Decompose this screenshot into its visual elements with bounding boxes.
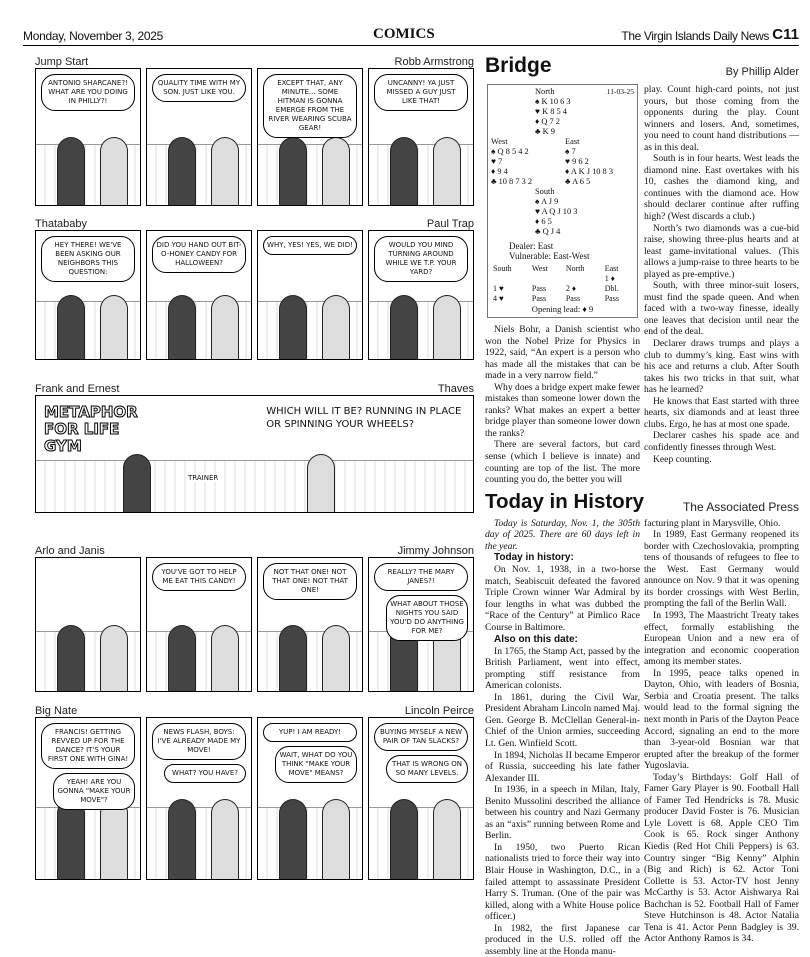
deal-date: 11-03-25 [606, 87, 634, 96]
speech-bubble: YOU'VE GOT TO HELP ME EAT THIS CANDY! [152, 563, 246, 591]
diamonds: ♦ 6 5 [535, 217, 552, 226]
hearts: ♥ 9 6 2 [565, 157, 589, 166]
comic-title: Thatababy [35, 218, 87, 230]
bid: 1 ♥ [493, 284, 504, 293]
speech-bubble: WOULD YOU MIND TURNING AROUND WHILE WE T.P. YOUR YARD? [374, 236, 468, 282]
speech-bubble: WHICH WILL IT BE? RUNNING IN PLACE OR SPINNING YOUR WHEELS? [266, 406, 462, 430]
character-figure [390, 137, 418, 205]
bid [530, 274, 564, 284]
speech-bubble: WHY, YES! YES, WE DID! [263, 236, 357, 255]
bubble-group [263, 563, 357, 600]
article-paragraph: In 1989, East Germany reopened its border with Czechoslovakia, prompting tens of thousands of refugees to flee to the West. East Germany would announce on Nov. 9 that it was opening its border crossings with West Berlin, prompting the fall of the Berlin Wall. [644, 529, 799, 610]
character-figure [123, 454, 151, 512]
article-paragraph: In 1993, The Maastricht Treaty takes effect, formally establishing the European Union and a new era of integration and economic cooperation among its member states. [644, 610, 799, 668]
south-hand [535, 187, 634, 237]
auction-header: West [531, 264, 548, 273]
character-figure [390, 799, 418, 880]
article-paragraph: He knows that East started with three hearts, six diamonds and at least three clubs. Ergo, he has at most one spade. [644, 395, 799, 430]
bubble-group [41, 74, 135, 111]
auction-header-row [491, 264, 634, 274]
speech-bubble: FRANCIS! GETTING REVVED UP FOR THE DANCE? IT'S YOUR FIRST ONE WITH GINA! [41, 723, 135, 769]
speech-bubble: WHAT ABOUT THOSE NIGHTS YOU SAID YOU'D DO ANYTHING FOR ME? [386, 595, 468, 641]
bridge-hand-diagram [487, 84, 638, 318]
comic-panel [368, 68, 474, 206]
character-figure [322, 295, 350, 359]
bridge-column-1 [485, 324, 640, 486]
character-figure [100, 625, 128, 692]
clubs: ♣ A 6 5 [565, 177, 591, 186]
character-figure [279, 799, 307, 880]
issue-date: Monday, November 3, 2025 [23, 29, 163, 43]
bridge-title: Bridge [485, 54, 552, 77]
diamonds: ♦ A K J 10 8 3 [565, 167, 614, 176]
article-paragraph: South, with three minor-suit losers, must find the spade queen. And when faced with a two-way finesse, ideally one leaves that decision until near the end of the deal. [644, 280, 799, 338]
character-figure [322, 137, 350, 205]
comic-strip [35, 395, 474, 513]
spades: ♠ Q 8 5 4 2 [491, 147, 529, 156]
comic-author: Thaves [437, 383, 474, 395]
auction-header: North [565, 264, 585, 273]
clubs: ♣ Q J 4 [535, 227, 561, 236]
auction-row [491, 294, 634, 304]
north-hand [535, 87, 571, 137]
character-figure [57, 295, 85, 359]
character-figure [211, 295, 239, 359]
history-highlight: On Nov. 1, 1938, in a two-horse match, Seabiscuit defeated the favored Triple Crown winner War Admiral by four lengths in what was dubbed the “Race of the Century” at Pimlico Race Course in Baltimore. [485, 564, 640, 634]
speech-bubble: BUYING MYSELF A NEW PAIR OF TAN SLACKS? [374, 723, 468, 751]
vulnerable: Vulnerable: East-West [509, 251, 590, 261]
article-paragraph: Why does a bridge expert make fewer mistakes than someone lower down the ranks? What makes an expert a better bridge player than someone lower down the ranks? [485, 381, 640, 439]
bid: 4 ♥ [493, 294, 504, 303]
panel-scene [36, 460, 473, 512]
history-header [485, 490, 799, 514]
comic-panel [35, 68, 141, 206]
speech-bubble: QUALITY TIME WITH MY SON. JUST LIKE YOU. [152, 74, 246, 102]
character-figure [390, 295, 418, 359]
bubble-group [374, 236, 468, 282]
dealer: Dealer: East [509, 241, 554, 251]
speech-bubble: NEWS FLASH, BOYS: I'VE ALREADY MADE MY MOVE! [152, 723, 246, 760]
speech-bubble: WAIT, WHAT DO YOU THINK "MAKE YOUR MOVE" MEANS? [275, 746, 357, 783]
right-columns [485, 54, 799, 957]
page-number: C11 [772, 26, 799, 43]
speech-bubble: WHAT? YOU HAVE? [164, 764, 246, 783]
bridge-byline: By Phillip Alder [725, 66, 799, 78]
comic-title: Jump Start [35, 56, 89, 68]
character-figure [433, 799, 461, 880]
bubble-group [152, 74, 246, 102]
diamonds: ♦ Q 7 2 [535, 117, 560, 126]
bridge-left [485, 78, 640, 486]
spades: ♠ K 10 6 3 [535, 97, 571, 106]
comic-panel [257, 557, 363, 692]
comic-panel [368, 557, 474, 692]
article-paragraph: There are several factors, but card sense (which I believe is innate) and counting are top of the list. The more counting you do, the better you will [485, 439, 640, 486]
comic-strip [35, 68, 474, 206]
comic-author: Jimmy Johnson [397, 545, 474, 557]
hand-label: East [565, 137, 580, 146]
article-paragraph: In 1950, two Puerto Rican nationalists tried to force their way into Blair House in Washington, D.C., in a failed attempt to assassinate President Harry S. Truman. (One of the pair was killed, along with a White House police officer.) [485, 841, 640, 923]
bid: Dbl. [604, 284, 619, 293]
character-figure [100, 137, 128, 205]
character-figure [433, 137, 461, 205]
character-figure [100, 799, 128, 880]
comic-panel [35, 395, 474, 513]
bubble-group [263, 401, 468, 435]
auction-table [491, 264, 634, 304]
character-figure [168, 137, 196, 205]
bid: Pass [531, 294, 547, 303]
comic-panel [368, 230, 474, 360]
east-hand [565, 137, 613, 187]
speech-bubble: UNCANNY! YA JUST MISSED A GUY JUST LIKE THAT! [374, 74, 468, 111]
spades: ♠ 7 [565, 147, 576, 156]
article-paragraph: Today’s Birthdays: Golf Hall of Famer Gary Player is 90. Football Hall of Famer Ted Hendricks is 78. Music producer David Foster is 76. Musician Lyle Lovett is 68. Apple CEO Tim Cook is 65. Rock singer Anthony Kiedis (Red Hot Chili Peppers) is 63. Country singer “Big Kenny” Alphin (Big and Rich) is 62. Actor Toni Collette is 53. Actor-TV host Jenny McCarthy is 53. Actor Aishwarya Rai Bachchan is 52. Football Hall of Famer Steve Hutchinson is 48. Actor Natalia Tena is 41. Actor Penn Badgley is 39. Actor Anthony Ramos is 34. [644, 771, 799, 945]
history-subhead-also: Also on this date: [494, 633, 578, 645]
character-figure [57, 625, 85, 692]
comic-panel [35, 230, 141, 360]
comic-panel [368, 717, 474, 880]
bubble-group [263, 723, 357, 783]
bridge-header [485, 54, 799, 78]
speech-bubble: THAT IS WRONG ON SO MANY LEVELS. [386, 755, 468, 783]
character-figure [57, 799, 85, 880]
comic-panel [146, 230, 252, 360]
bid: 1 ♦ [604, 274, 615, 283]
speech-bubble: HEY THERE! WE'VE BEEN ASKING OUR NEIGHBORS THIS QUESTION: [41, 236, 135, 282]
bid: Pass [565, 294, 581, 303]
character-figure [168, 799, 196, 880]
history-body [485, 518, 799, 957]
bridge-column-2 [644, 84, 799, 465]
bubble-group [374, 723, 468, 783]
comic-title: Frank and Ernest [35, 383, 120, 395]
bubble-group [263, 74, 357, 138]
comic-strip [35, 557, 474, 692]
page-header [23, 26, 799, 46]
hand-label: West [491, 137, 508, 146]
article-paragraph: play. Count high-card points, not just yours, but those coming from the opponents during the play. Count winners and losers. And, sometimes, you need to count hand distributions — as in this deal. [644, 84, 799, 153]
bubble-group [41, 723, 135, 810]
diamonds: ♦ 9 4 [491, 167, 508, 176]
comic-panel [35, 717, 141, 880]
character-figure [322, 625, 350, 692]
character-figure [168, 625, 196, 692]
comic-author: Paul Trap [426, 218, 474, 230]
history-column-2 [644, 518, 799, 945]
article-paragraph: In 1894, Nicholas II became Emperor of Russia, succeeding his late father Alexander III. [485, 749, 640, 784]
clubs: ♣ K 9 [535, 127, 555, 136]
character-figure [433, 295, 461, 359]
article-paragraph: Niels Bohr, a Danish scientist who won the Nobel Prize for Physics in 1922, said, “An expert is a person who has made all the mistakes that can be made in a very narrow field.” [485, 324, 640, 382]
opening-lead: Opening lead: ♦ 9 [531, 304, 594, 314]
character-figure [279, 625, 307, 692]
comic-title: Arlo and Janis [35, 545, 105, 557]
article-paragraph: South is in four hearts. West leads the diamond nine. East overtakes with his 10, cashes the diamond king, and continues with the diamond ace. How should declarer continue after ruffing high? (West discards a club.) [644, 153, 799, 223]
comic-author: Robb Armstrong [394, 56, 474, 68]
bubble-group [152, 563, 246, 591]
dealer-info [509, 241, 634, 261]
history-title: Today in History [485, 489, 645, 513]
west-east-row [491, 137, 634, 187]
character-figure [307, 454, 335, 512]
speech-bubble: YUP! I AM READY! [263, 723, 357, 742]
character-figure [211, 137, 239, 205]
bubble-group [263, 236, 357, 255]
comic-panel [257, 230, 363, 360]
history-intro: Today is Saturday, Nov. 1, the 305th day of 2025. There are 60 days left in the year. [485, 517, 640, 552]
comic-author: Lincoln Peirce [404, 705, 474, 717]
bubble-group [374, 563, 468, 641]
history-column-1 [485, 518, 640, 957]
article-paragraph: In 1982, the first Japanese car produced in the U.S. rolled off the assembly line at the Honda manu- [485, 922, 640, 957]
article-paragraph: Keep counting. [653, 453, 712, 465]
bid: Pass [531, 284, 547, 293]
speech-bubble: EXCEPT THAT, ANY MINUTE... SOME HITMAN IS GONNA EMERGE FROM THE RIVER WEARING SCUBA GEAR! [263, 74, 357, 138]
bridge-body [485, 78, 799, 486]
bid: 2 ♦ [565, 284, 576, 293]
hearts: ♥ K 8 5 4 [535, 107, 567, 116]
auction-row [491, 284, 634, 294]
section-title: COMICS [373, 26, 435, 42]
bid [491, 274, 530, 284]
hand-label: South [535, 187, 555, 196]
character-figure [57, 137, 85, 205]
character-figure [279, 295, 307, 359]
spades: ♠ A J 9 [535, 197, 559, 206]
hand-label: North [535, 87, 555, 96]
comic-panel [257, 68, 363, 206]
trainer-shirt-label: TRAINER [188, 474, 219, 482]
bid [564, 274, 603, 284]
comic-title: Big Nate [35, 705, 78, 717]
history-paragraph: facturing plant in Marysville, Ohio. [644, 517, 781, 529]
speech-bubble: DID YOU HAND OUT BIT-O-HONEY CANDY FOR HALLOWEEN? [152, 236, 246, 273]
bubble-group [152, 236, 246, 273]
comic-panel [257, 717, 363, 880]
character-figure [279, 137, 307, 205]
speech-bubble: REALLY? THE MARY JANES?! [374, 563, 468, 591]
auction-row [491, 274, 634, 284]
clubs: ♣ 10 8 7 3 2 [491, 177, 533, 186]
newspaper-name: The Virgin Islands Daily News [621, 29, 769, 43]
speech-bubble: NOT THAT ONE! NOT THAT ONE! NOT THAT ONE! [263, 563, 357, 600]
gym-sign: METAPHOR FOR LIFE GYM [44, 403, 138, 455]
article-paragraph: In 1861, during the Civil War, President Abraham Lincoln named Maj. Gen. George B. McClellan General-in-Chief of the Union armies, succeeding Lt. Gen. Winfield Scott. [485, 691, 640, 749]
article-paragraph: North’s two diamonds was a cue-bid raise, showing three-plus hearts and at least game-invitational values. (This allows a jump-raise to three hearts to be played as pre-emptive.) [644, 222, 799, 280]
auction-header: South [493, 264, 512, 273]
article-paragraph: In 1995, peace talks opened in Dayton, Ohio, with leaders of Bosnia, Serbia and Croatia present. The talks would lead to the formal signing the next month in Paris of the Dayton Peace Accord, signaling an end to the more than 3-year-old Bosnian war that erupted after the breakup of the former Yugoslavia. [644, 667, 799, 772]
article-paragraph: In 1765, the Stamp Act, passed by the British Parliament, went into effect, prompting stiff resistance from American colonists. [485, 645, 640, 692]
character-figure [100, 295, 128, 359]
character-figure [322, 799, 350, 880]
north-row [491, 87, 634, 137]
character-figure [211, 625, 239, 692]
bubble-group [374, 74, 468, 111]
comic-panel [146, 557, 252, 692]
comic-strip [35, 230, 474, 360]
speech-bubble: YEAH! ARE YOU GONNA "MAKE YOUR MOVE"? [53, 773, 135, 810]
comic-panel [35, 557, 141, 692]
comic-panel [146, 68, 252, 206]
history-subhead-today: Today in history: [494, 552, 574, 564]
history-byline: The Associated Press [682, 499, 799, 514]
bubble-group [152, 723, 246, 783]
article-paragraph: Declarer draws trumps and plays a club to dummy’s king. East wins with his ace and returns a club. After South takes his two tricks in that suit, what has he learned? [644, 338, 799, 396]
character-figure [168, 295, 196, 359]
article-paragraph: Declarer cashes his spade ace and confidently finesses through West. [644, 430, 799, 453]
auction-header: East [604, 264, 619, 273]
character-figure [211, 799, 239, 880]
bubble-group [41, 236, 135, 282]
comic-panel [146, 717, 252, 880]
speech-bubble: ANTONIO SHARCANE?! WHAT ARE YOU DOING IN PHILLY?! [41, 74, 135, 111]
hearts: ♥ A Q J 10 3 [535, 207, 578, 216]
bid: Pass [604, 294, 619, 303]
comic-strip [35, 717, 474, 880]
hearts: ♥ 7 [491, 157, 503, 166]
article-paragraph: In 1936, in a speech in Milan, Italy, Benito Mussolini described the alliance between his country and Nazi Germany as an “axis” running between Rome and Berlin. [485, 784, 640, 842]
west-hand [491, 137, 565, 187]
